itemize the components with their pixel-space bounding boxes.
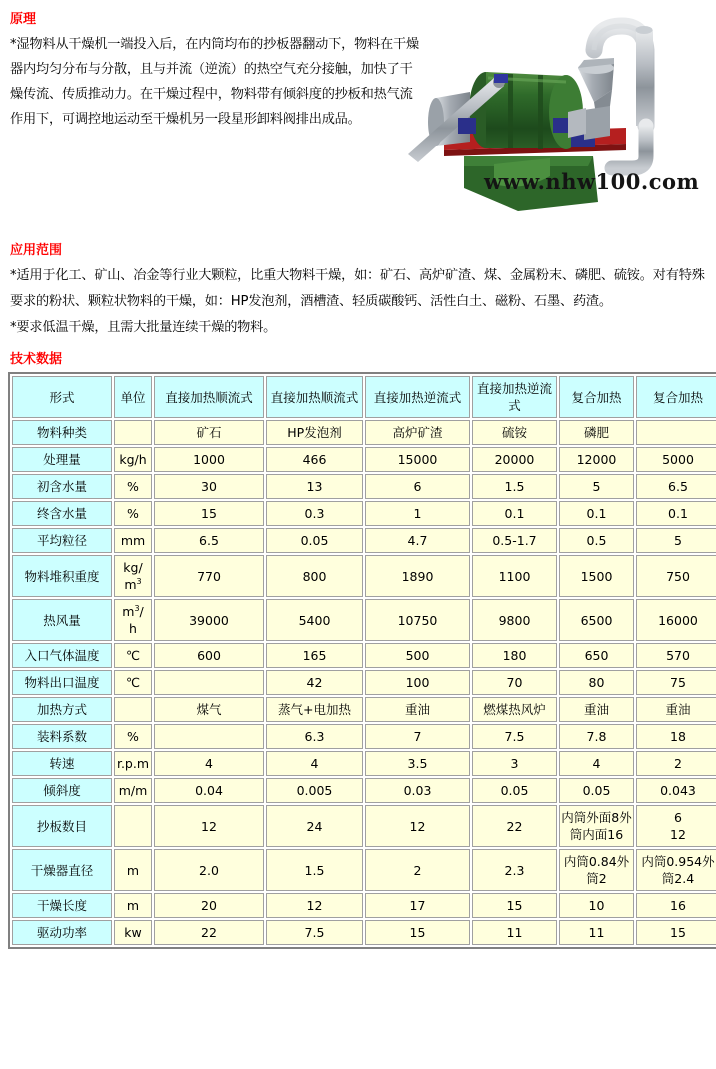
cell-r3-c0: 15 xyxy=(154,501,264,526)
cell-r11-c0: 4 xyxy=(154,751,264,776)
cell-r8-c2: 100 xyxy=(365,670,470,695)
header-variant-6: 复合加热 xyxy=(636,376,716,418)
scope-paragraph-1: *适用于化工、矿山、冶金等行业大颗粒，比重大物料干燥，如：矿石、高炉矿渣、煤、金属粉末、磷肥、硫铵。对有特殊要求的粉状、颗粒状物料的干燥，如：HP发泡剂，酒槽渣、轻质碳酸钙、活性白土、磁粉、石墨、药渣。 xyxy=(10,268,705,309)
cell-r6-c3: 9800 xyxy=(472,599,557,641)
row-label: 物料出口温度 xyxy=(12,670,112,695)
cell-r0-c0: 矿石 xyxy=(154,420,264,445)
cell-r4-c1: 0.05 xyxy=(266,528,363,553)
cell-r14-c5: 内筒0.954外筒2.4 xyxy=(636,849,716,891)
row-unit: mm xyxy=(114,528,152,553)
cell-r2-c5: 6.5 xyxy=(636,474,716,499)
cell-r2-c1: 13 xyxy=(266,474,363,499)
cell-r11-c5: 2 xyxy=(636,751,716,776)
cell-r10-c1: 6.3 xyxy=(266,724,363,749)
cell-r5-c4: 1500 xyxy=(559,555,634,597)
cell-r7-c1: 165 xyxy=(266,643,363,668)
table-row xyxy=(12,849,716,891)
cell-r0-c3: 硫铵 xyxy=(472,420,557,445)
header-unit: 单位 xyxy=(114,376,152,418)
cell-r10-c0 xyxy=(154,724,264,749)
row-label: 倾斜度 xyxy=(12,778,112,803)
cell-r16-c3: 11 xyxy=(472,920,557,945)
row-unit: m xyxy=(114,849,152,891)
drive-motor-left xyxy=(458,118,476,134)
cell-r10-c5: 18 xyxy=(636,724,716,749)
spec-table xyxy=(8,372,716,949)
row-unit xyxy=(114,805,152,847)
cell-r12-c3: 0.05 xyxy=(472,778,557,803)
cell-r8-c3: 70 xyxy=(472,670,557,695)
cell-r4-c2: 4.7 xyxy=(365,528,470,553)
table-row xyxy=(12,447,716,472)
cell-r6-c0: 39000 xyxy=(154,599,264,641)
cell-r10-c3: 7.5 xyxy=(472,724,557,749)
heat-exchanger xyxy=(584,106,610,140)
principle-body xyxy=(10,32,420,132)
row-label: 物料种类 xyxy=(12,420,112,445)
table-row xyxy=(12,528,716,553)
cell-r15-c2: 17 xyxy=(365,893,470,918)
row-label: 终含水量 xyxy=(12,501,112,526)
table-row xyxy=(12,599,716,641)
cell-r8-c4: 80 xyxy=(559,670,634,695)
cell-r5-c0: 770 xyxy=(154,555,264,597)
chimney-stack xyxy=(636,30,653,126)
cell-r15-c3: 15 xyxy=(472,893,557,918)
row-label: 驱动功率 xyxy=(12,920,112,945)
row-unit: kg/h xyxy=(114,447,152,472)
cell-r14-c2: 2 xyxy=(365,849,470,891)
cell-r9-c0: 煤气 xyxy=(154,697,264,722)
cell-r6-c5: 16000 xyxy=(636,599,716,641)
tech-heading: 技术数据 xyxy=(10,352,63,367)
cell-r2-c0: 30 xyxy=(154,474,264,499)
scope-heading: 应用范围 xyxy=(10,243,63,258)
row-unit: ℃ xyxy=(114,643,152,668)
cell-r12-c5: 0.043 xyxy=(636,778,716,803)
cell-r12-c2: 0.03 xyxy=(365,778,470,803)
table-row xyxy=(12,751,716,776)
cell-r9-c5: 重油 xyxy=(636,697,716,722)
row-label: 物料堆积重度 xyxy=(12,555,112,597)
row-unit xyxy=(114,697,152,722)
cell-r11-c3: 3 xyxy=(472,751,557,776)
principle-paragraph: *湿物料从干燥机一端投入后，在内筒均布的抄板器翻动下，物料在干燥器内均匀分布与分散，且与并流（逆流）的热空气充分接触，加快了干燥传流、传质推动力。在干燥过程中，物料带有倾斜度的抄板和热气流作用下，可调控地运动至干燥机另一段星形卸料阀排出成品。 xyxy=(10,37,420,127)
cell-r11-c1: 4 xyxy=(266,751,363,776)
cell-r0-c5 xyxy=(636,420,716,445)
cell-r9-c1: 蒸气+电加热 xyxy=(266,697,363,722)
cell-r15-c5: 16 xyxy=(636,893,716,918)
cell-r2-c3: 1.5 xyxy=(472,474,557,499)
cell-r10-c2: 7 xyxy=(365,724,470,749)
row-unit: % xyxy=(114,474,152,499)
section-scope xyxy=(0,243,706,341)
row-label: 处理量 xyxy=(12,447,112,472)
cell-r7-c5: 570 xyxy=(636,643,716,668)
row-unit: kw xyxy=(114,920,152,945)
table-row xyxy=(12,474,716,499)
cell-r4-c5: 5 xyxy=(636,528,716,553)
row-unit: m xyxy=(114,893,152,918)
cell-r5-c5: 750 xyxy=(636,555,716,597)
product-image-rotary-dryer xyxy=(398,6,712,221)
cell-r15-c1: 12 xyxy=(266,893,363,918)
cell-r0-c4: 磷肥 xyxy=(559,420,634,445)
cell-r7-c0: 600 xyxy=(154,643,264,668)
watermark-text: www.nhw100.com xyxy=(484,169,700,194)
header-variant-1: 直接加热顺流式 xyxy=(154,376,264,418)
row-label: 装料系数 xyxy=(12,724,112,749)
cell-r8-c0 xyxy=(154,670,264,695)
cell-r6-c4: 6500 xyxy=(559,599,634,641)
cell-r12-c1: 0.005 xyxy=(266,778,363,803)
row-label: 热风量 xyxy=(12,599,112,641)
table-row xyxy=(12,893,716,918)
row-label: 抄板数目 xyxy=(12,805,112,847)
cell-r16-c2: 15 xyxy=(365,920,470,945)
cell-r1-c5: 5000 xyxy=(636,447,716,472)
table-row xyxy=(12,643,716,668)
cell-r8-c1: 42 xyxy=(266,670,363,695)
row-unit: $m^3/$ h xyxy=(114,599,152,641)
row-unit: ℃ xyxy=(114,670,152,695)
cell-r15-c0: 20 xyxy=(154,893,264,918)
cell-r5-c2: 1890 xyxy=(365,555,470,597)
table-row xyxy=(12,501,716,526)
header-variant-4: 直接加热逆流式 xyxy=(472,376,557,418)
cell-r7-c2: 500 xyxy=(365,643,470,668)
cell-r5-c1: 800 xyxy=(266,555,363,597)
scope-body xyxy=(10,263,706,341)
cell-r11-c4: 4 xyxy=(559,751,634,776)
cell-r7-c4: 650 xyxy=(559,643,634,668)
cell-r8-c5: 75 xyxy=(636,670,716,695)
cell-r1-c2: 15000 xyxy=(365,447,470,472)
cell-r2-c2: 6 xyxy=(365,474,470,499)
table-row xyxy=(12,697,716,722)
cell-r11-c2: 3.5 xyxy=(365,751,470,776)
cell-r12-c4: 0.05 xyxy=(559,778,634,803)
row-label: 干燥器直径 xyxy=(12,849,112,891)
header-form: 形式 xyxy=(12,376,112,418)
row-unit: m/m xyxy=(114,778,152,803)
row-label: 转速 xyxy=(12,751,112,776)
cell-r13-c2: 12 xyxy=(365,805,470,847)
table-row xyxy=(12,420,716,445)
header-variant-2: 直接加热顺流式 xyxy=(266,376,363,418)
spec-table-body xyxy=(12,376,716,945)
row-label: 平均粒径 xyxy=(12,528,112,553)
scope-paragraph-2: *要求低温干燥，且需大批量连续干燥的物料。 xyxy=(10,320,277,335)
cell-r9-c4: 重油 xyxy=(559,697,634,722)
header-variant-3: 直接加热逆流式 xyxy=(365,376,470,418)
table-header-row xyxy=(12,376,716,418)
cell-r6-c1: 5400 xyxy=(266,599,363,641)
cell-r1-c4: 12000 xyxy=(559,447,634,472)
cell-r3-c1: 0.3 xyxy=(266,501,363,526)
row-unit: % xyxy=(114,724,152,749)
cell-r1-c3: 20000 xyxy=(472,447,557,472)
cell-r13-c5: 6 12 xyxy=(636,805,716,847)
cell-r16-c5: 15 xyxy=(636,920,716,945)
cell-r13-c1: 24 xyxy=(266,805,363,847)
header-variant-5: 复合加热 xyxy=(559,376,634,418)
cell-r6-c2: 10750 xyxy=(365,599,470,641)
cell-r1-c1: 466 xyxy=(266,447,363,472)
cell-r14-c1: 1.5 xyxy=(266,849,363,891)
cell-r15-c4: 10 xyxy=(559,893,634,918)
cell-r14-c3: 2.3 xyxy=(472,849,557,891)
cell-r7-c3: 180 xyxy=(472,643,557,668)
cell-r3-c2: 1 xyxy=(365,501,470,526)
row-unit: kg/ $m^3$ xyxy=(114,555,152,597)
cell-r0-c1: HP发泡剂 xyxy=(266,420,363,445)
cell-r4-c0: 6.5 xyxy=(154,528,264,553)
cell-r9-c3: 燃煤热风炉 xyxy=(472,697,557,722)
table-row xyxy=(12,920,716,945)
cell-r14-c4: 内筒0.84外筒2 xyxy=(559,849,634,891)
cell-r16-c1: 7.5 xyxy=(266,920,363,945)
row-unit: % xyxy=(114,501,152,526)
cell-r14-c0: 2.0 xyxy=(154,849,264,891)
cell-r13-c4: 内筒外面8外筒内面16 xyxy=(559,805,634,847)
row-label: 初含水量 xyxy=(12,474,112,499)
row-unit: r.p.m xyxy=(114,751,152,776)
cell-r4-c3: 0.5-1.7 xyxy=(472,528,557,553)
cell-r16-c0: 22 xyxy=(154,920,264,945)
cell-r9-c2: 重油 xyxy=(365,697,470,722)
cell-r16-c4: 11 xyxy=(559,920,634,945)
cell-r1-c0: 1000 xyxy=(154,447,264,472)
section-principle xyxy=(0,12,420,132)
row-label: 加热方式 xyxy=(12,697,112,722)
row-unit xyxy=(114,420,152,445)
cell-r13-c3: 22 xyxy=(472,805,557,847)
table-row xyxy=(12,670,716,695)
cell-r3-c3: 0.1 xyxy=(472,501,557,526)
cell-r3-c5: 0.1 xyxy=(636,501,716,526)
cell-r0-c2: 高炉矿渣 xyxy=(365,420,470,445)
table-row xyxy=(12,778,716,803)
cell-r13-c0: 12 xyxy=(154,805,264,847)
cell-r5-c3: 1100 xyxy=(472,555,557,597)
row-label: 入口气体温度 xyxy=(12,643,112,668)
cell-r4-c4: 0.5 xyxy=(559,528,634,553)
table-row xyxy=(12,724,716,749)
row-label: 干燥长度 xyxy=(12,893,112,918)
table-row xyxy=(12,805,716,847)
cell-r10-c4: 7.8 xyxy=(559,724,634,749)
drive-motor-right xyxy=(553,118,569,133)
cell-r2-c4: 5 xyxy=(559,474,634,499)
cell-r3-c4: 0.1 xyxy=(559,501,634,526)
principle-heading: 原理 xyxy=(10,12,37,27)
table-row xyxy=(12,555,716,597)
section-tech xyxy=(0,352,715,949)
cell-r12-c0: 0.04 xyxy=(154,778,264,803)
